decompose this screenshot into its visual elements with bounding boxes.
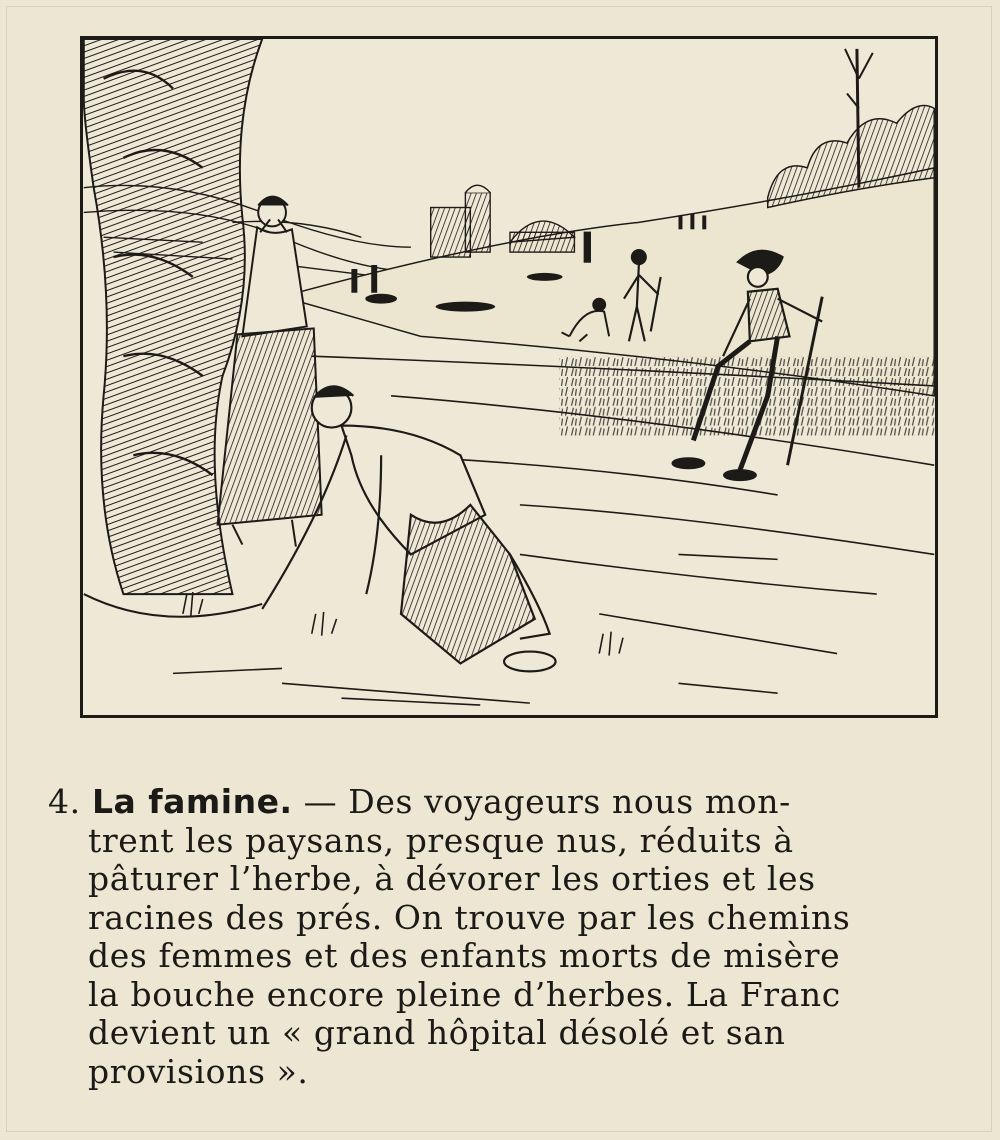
caption — [48, 783, 953, 1091]
caption-title: La famine. — [92, 783, 293, 821]
caption-text-line: la bouche encore pleine d’herbes. La Franc — [88, 975, 841, 1014]
item-number: 4. — [48, 783, 81, 821]
caption-text-line: trent les paysans, presque nus, réduits à — [88, 821, 794, 860]
famine-engraving — [80, 36, 938, 718]
caption-text-line: — Des voyageurs nous mon- — [292, 783, 791, 821]
caption-text-line: racines des prés. On trouve par les chemins — [88, 898, 851, 937]
caption-line-1 — [48, 783, 953, 822]
caption-text-line: pâturer l’herbe, à dévorer les orties et les — [88, 860, 816, 898]
caption-text-line: devient un « grand hôpital désolé et san — [88, 1014, 786, 1052]
caption-text-line: provisions ». — [88, 1052, 309, 1091]
famine-illustration — [83, 39, 935, 715]
caption-text-line: des femmes et des enfants morts de misère — [88, 937, 841, 975]
